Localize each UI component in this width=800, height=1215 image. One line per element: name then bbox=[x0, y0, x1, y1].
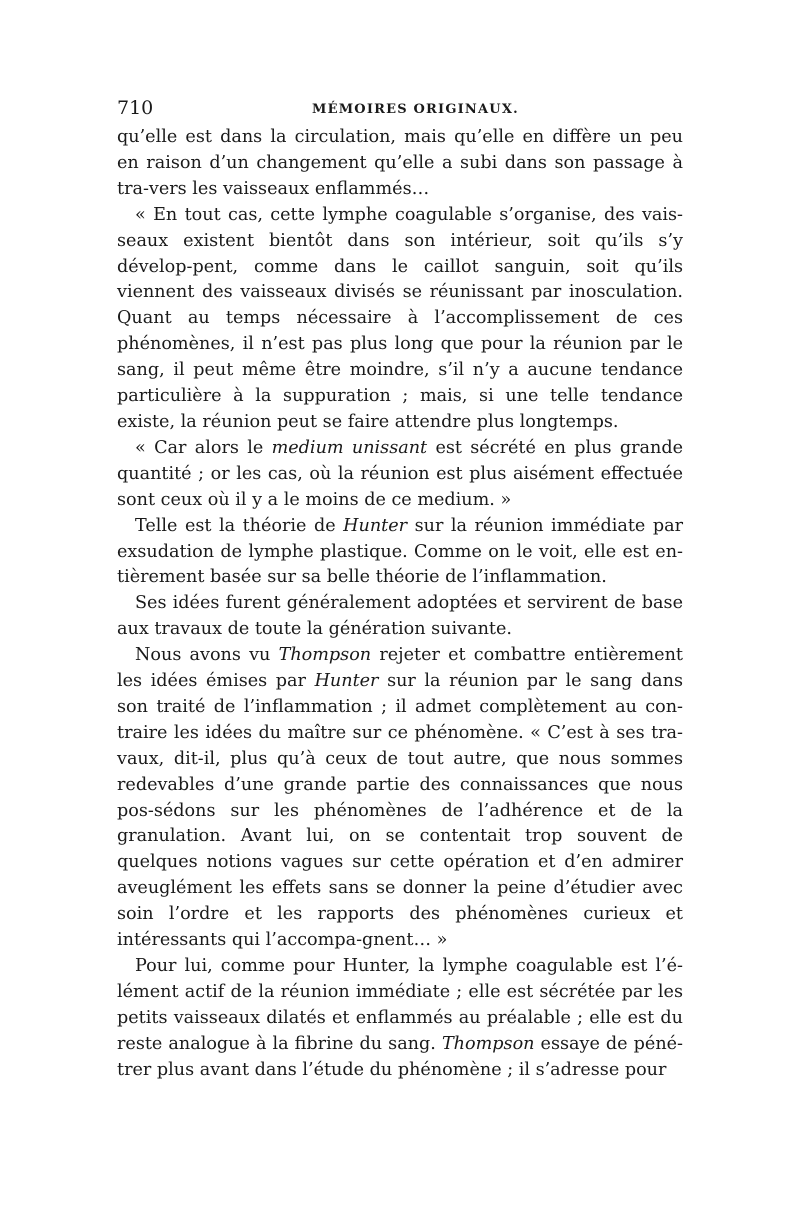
text-run: Telle est la théorie de bbox=[135, 515, 344, 536]
italic-text-run: Hunter bbox=[343, 515, 408, 536]
book-page bbox=[117, 95, 683, 1084]
italic-text-run: Thompson bbox=[278, 645, 372, 666]
paragraph bbox=[117, 954, 683, 1084]
running-title: MÉMOIRES ORIGINAUX. bbox=[312, 102, 519, 117]
text-run: « Car alors le bbox=[135, 437, 272, 458]
text-run: Nous avons vu bbox=[135, 645, 279, 666]
paragraph bbox=[117, 436, 683, 514]
paragraph bbox=[117, 514, 683, 592]
paragraph bbox=[117, 125, 683, 203]
text-run: « En tout cas, cette lymphe coagulable s’organise, des vais-seaux existent bientôt dans son intérieur, soit qu’ils s’y dévelop-pent, comme dans le caillot sanguin, soit qu’ils viennent des vaisseaux divisés se réunissant par inosculation. Quant au temps nécessaire à l’accomplissement de ces phénomènes, il n’est pas plus long que pour la réunion par le sang, il peut même être moindre, s’il n’y a aucune tendance particulière à la suppuration ; mais, si une telle tendance existe, la réunion peut se faire attendre plus longtemps. bbox=[117, 204, 683, 432]
running-head bbox=[117, 95, 683, 125]
italic-text-run: Thompson bbox=[441, 1033, 535, 1054]
text-run: est sécrété en plus grande quantité ; or les cas, où la réunion est plus aisément effectuée sont ceux où il y a le moins de ce medium. » bbox=[117, 437, 683, 510]
text-run: Pour lui, comme pour Hunter, la lymphe coagulable est l’é-lément actif de la réunion immédiate ; elle est sécrétée par les petits vaisseaux dilatés et enflammés au préalable ; elle est du reste analogue à la fibrine du sang. bbox=[117, 956, 683, 1054]
text-run: essaye de péné-trer plus avant dans l’étude du phénomène ; il s’adresse pour bbox=[117, 1033, 684, 1080]
text-run: sur la réunion par le sang dans son traité de l’inflammation ; il admet complètement au con-traire les idées du maître sur ce phénomène. « C’est à ses tra-vaux, dit-il, plus qu’à ceux de tout autre, que nous sommes redevables d’une grande partie des connaissances que nous pos-sédons sur les phénomènes de l’adhérence et de la granulation. Avant lui, on se contentait trop souvent de quelques notions vagues sur cette opération et d’en admirer aveuglément les effets sans se donner la peine d’étudier avec soin l’ordre et les rapports des phénomènes curieux et intéressants qui l’accompa-gnent… » bbox=[117, 671, 683, 951]
text-run: sur la réunion immédiate par exsudation de lymphe plastique. Comme on le voit, elle est en-tièrement basée sur sa belle théorie de l’inflammation. bbox=[117, 515, 683, 588]
paragraph bbox=[117, 591, 683, 643]
italic-text-run: Hunter bbox=[314, 671, 379, 692]
text-run: rejeter et combattre entièrement les idées émises par bbox=[117, 645, 683, 692]
text-run: Ses idées furent généralement adoptées et servirent de base aux travaux de toute la génération suivante. bbox=[117, 593, 683, 640]
italic-text-run: medium unissant bbox=[271, 437, 428, 458]
paragraph bbox=[117, 203, 683, 436]
paragraph bbox=[117, 643, 683, 954]
text-run: qu’elle est dans la circulation, mais qu’elle en diffère un peu en raison d’un changement qu’elle a subi dans son passage à tra-vers les vaisseaux enflammés… bbox=[117, 127, 683, 199]
body-text bbox=[117, 125, 683, 1084]
page-number: 710 bbox=[117, 97, 154, 119]
